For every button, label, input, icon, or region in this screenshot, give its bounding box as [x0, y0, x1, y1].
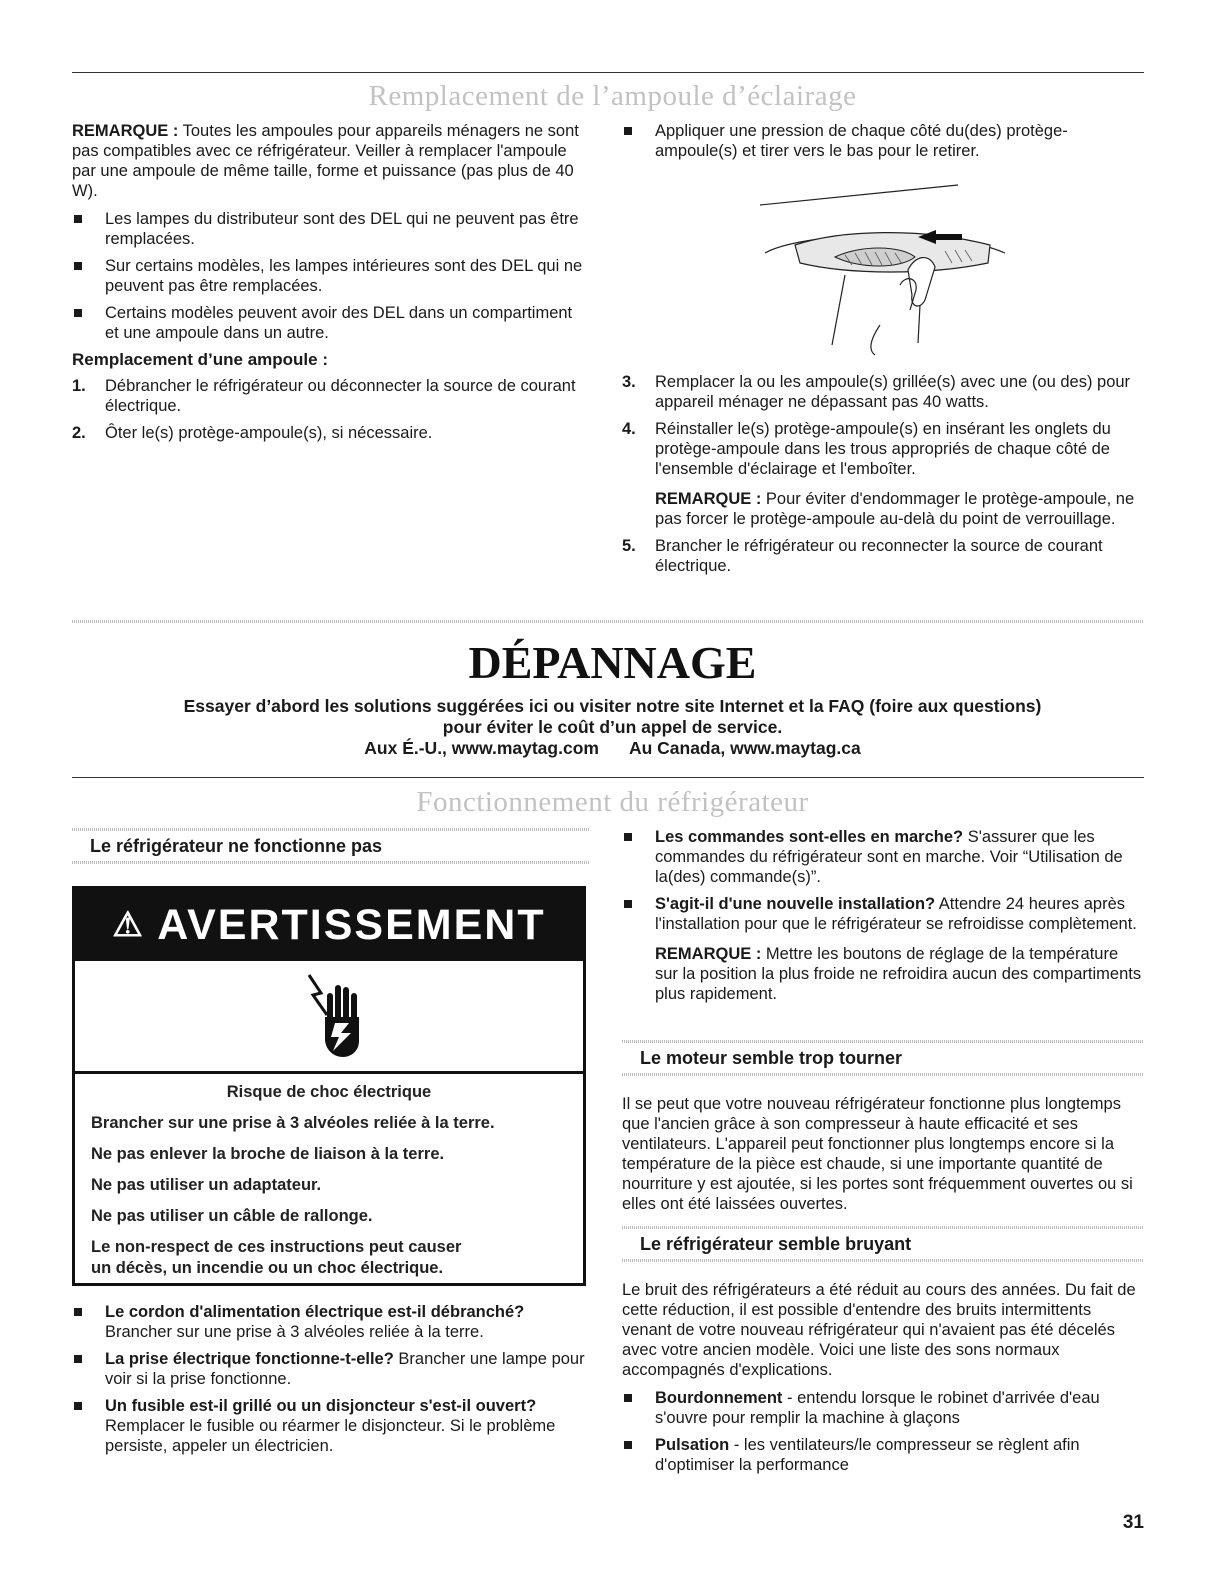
- warning-consequence-1: Le non-respect de ces instructions peut causer: [91, 1238, 462, 1256]
- subsection-title: Le réfrigérateur ne fonctionne pas: [90, 836, 383, 856]
- warning-title: AVERTISSEMENT: [157, 901, 546, 949]
- answer: Brancher sur une prise à 3 alvéoles reliée à la terre.: [105, 1323, 484, 1341]
- warning-box: [72, 886, 586, 1286]
- warning-text: [75, 1074, 583, 1279]
- step-number: 1.: [72, 377, 86, 395]
- list-item: [72, 209, 590, 249]
- section1-left-column: [72, 121, 590, 450]
- section2-rule: [72, 777, 1144, 778]
- note-label: REMARQUE :: [72, 122, 179, 140]
- warning-line: Ne pas enlever la broche de liaison à la terre.: [91, 1145, 445, 1163]
- bullet-text: Appliquer une pression de chaque côté du(des) protège-ampoule(s) et tirer vers le bas pour le retirer.: [655, 122, 1068, 160]
- step-item: [622, 372, 1144, 412]
- step-text: Ôter le(s) protège-ampoule(s), si nécessaire.: [105, 424, 433, 442]
- step-number: 4.: [622, 420, 636, 438]
- answer: Brancher une lampe pour voir si la prise fonctionne.: [105, 1350, 585, 1388]
- warning-header: [75, 889, 583, 961]
- bullet-text: Sur certains modèles, les lampes intérieures sont des DEL qui ne peuvent pas être remplacées.: [105, 257, 583, 295]
- step-item: [72, 376, 590, 416]
- answer: S'assurer que les commandes du réfrigérateur sont en marche. Voir “Utilisation de la(des) commande(s)”.: [655, 828, 1123, 886]
- bullet-text: Certains modèles peuvent avoir des DEL dans un compartiment et une ampoule dans un autre.: [105, 304, 573, 342]
- top-rule: [72, 72, 1144, 73]
- note-text: Pour éviter d'endommager le protège-ampoule, ne pas forcer le protège-ampoule au-delà du point de verrouillage.: [655, 490, 1135, 528]
- section-title-light-replacement: Remplacement de l’ampoule d’éclairage: [368, 80, 857, 112]
- question: La prise électrique fonctionne-t-elle?: [105, 1350, 394, 1368]
- question: Un fusible est-il grillé ou un disjoncteur s'est-il ouvert?: [105, 1397, 537, 1415]
- list-item: [622, 121, 1144, 161]
- step-number: 3.: [622, 373, 636, 391]
- section2-left-bullets: [72, 1302, 590, 1463]
- risk-label: Risque de choc électrique: [226, 1083, 432, 1101]
- light-shield-illustration: [740, 175, 1040, 365]
- sub-heading: Remplacement d’une ampoule :: [72, 350, 328, 369]
- subsection-header-motor: [622, 1040, 1144, 1076]
- canada-website: Au Canada, www.maytag.ca: [628, 738, 861, 758]
- us-website: Aux É.-U., www.maytag.com: [364, 738, 599, 758]
- install-note: [655, 944, 1144, 1004]
- sound-name: Pulsation: [655, 1436, 730, 1454]
- section1-right-steps: [622, 372, 1144, 583]
- page-title: DÉPANNAGE: [468, 637, 757, 688]
- step-number: 2.: [72, 424, 86, 442]
- list-item: [622, 894, 1144, 1004]
- page-number: 31: [1122, 1512, 1144, 1533]
- intro-line-1: Essayer d’abord les solutions suggérées ici ou visiter notre site Internet et la FAQ (foire aux questions): [183, 696, 1042, 716]
- sound-explanation: - entendu lorsque le robinet d'arrivée d'eau s'ouvre pour remplir la machine à glaçons: [655, 1389, 1100, 1427]
- list-item: [622, 827, 1144, 887]
- warning-line: Ne pas utiliser un adaptateur.: [91, 1176, 322, 1194]
- note-text: Mettre les boutons de réglage de la température sur la position la plus froide ne refroidira aucun des compartiments plus rapidement.: [655, 945, 1142, 1003]
- step-text: Remplacer la ou les ampoule(s) grillée(s) avec une (ou des) pour appareil ménager ne dépassant pas 40 watts.: [655, 373, 1131, 411]
- noise-paragraph: Le bruit des réfrigérateurs a été réduit au cours des années. Du fait de cette réduction, il est possible d'entendre des bruits intermittents venant de votre nouveau réfrigérateur qui n'avaient pas été décelés avec votre ancien modèle. Voici une liste des sons normaux accompagnés d'explications.: [622, 1281, 1136, 1379]
- electric-shock-hand-icon: [305, 971, 365, 1063]
- bullet-text: Les lampes du distributeur sont des DEL qui ne peuvent pas être remplacées.: [105, 210, 579, 248]
- question: Les commandes sont-elles en marche?: [655, 828, 964, 846]
- shock-hazard-area: [75, 961, 583, 1074]
- warning-consequence-2: un décès, un incendie ou un choc électrique.: [91, 1259, 444, 1277]
- step-item: [72, 423, 590, 443]
- list-item: [72, 1396, 590, 1456]
- step-text: Brancher le réfrigérateur ou reconnecter la source de courant électrique.: [655, 537, 1103, 575]
- warning-triangle-icon: ⚠: [112, 906, 145, 944]
- list-item: [72, 1302, 590, 1342]
- subsection-header-not-working: [72, 828, 590, 864]
- step-item: [622, 536, 1144, 576]
- list-item: [72, 1349, 590, 1389]
- section2-right-column: [622, 827, 1144, 1004]
- list-item: [622, 1388, 1144, 1428]
- list-item: [72, 256, 590, 296]
- note-text: Toutes les ampoules pour appareils ménagers ne sont pas compatibles avec ce réfrigérateur. Veiller à remplacer l'ampoule par une ampoule de même taille, forme et puissance (pas plus de 40 W).: [72, 122, 579, 200]
- step-text: Débrancher le réfrigérateur ou déconnecter la source de courant électrique.: [105, 377, 576, 415]
- step-number: 5.: [622, 537, 636, 555]
- troubleshooting-intro: [0, 696, 1225, 759]
- step4-note: [655, 489, 1144, 529]
- step-text: Réinstaller le(s) protège-ampoule(s) en insérant les onglets du protège-ampoule dans les trous appropriés de chaque côté de l'ensemble d'éclairage et l'emboîter.: [655, 420, 1111, 478]
- note-label: REMARQUE :: [655, 490, 762, 508]
- question: S'agit-il d'une nouvelle installation?: [655, 895, 936, 913]
- warning-line: Brancher sur une prise à 3 alvéoles reliée à la terre.: [91, 1114, 495, 1132]
- answer: Attendre 24 heures après l'installation pour que le réfrigérateur se refroidisse complètement.: [655, 895, 1137, 933]
- step-item: [622, 419, 1144, 529]
- list-item: [622, 1435, 1144, 1475]
- note-label: REMARQUE :: [655, 945, 762, 963]
- section1-right-column: [622, 121, 1144, 168]
- motor-paragraph: Il se peut que votre nouveau réfrigérateur fonctionne plus longtemps que l'ancien grâce à son compresseur à haute efficacité et ses ventilateurs. L'appareil peut fonctionner plus longtemps encore si la température de la pièce est chaude, si une importante quantité de nourriture y est ajoutée, si les portes sont fréquemment ouvertes ou si elles ont été laissées ouvertes.: [622, 1095, 1133, 1213]
- note-paragraph: [72, 121, 590, 201]
- question: Le cordon d'alimentation électrique est-il débranché?: [105, 1303, 525, 1321]
- sound-name: Bourdonnement: [655, 1389, 783, 1407]
- subsection-title: Le moteur semble trop tourner: [640, 1048, 903, 1068]
- subsection-header-noise: [622, 1226, 1144, 1262]
- sound-explanation: - les ventilateurs/le compresseur se règlent afin d'optimiser la performance: [655, 1436, 1080, 1474]
- noise-section: [622, 1280, 1144, 1482]
- answer: Remplacer le fusible ou réarmer le disjoncteur. Si le problème persiste, appeler un électricien.: [105, 1417, 556, 1455]
- section-divider: [72, 620, 1144, 623]
- section-title-operation: Fonctionnement du réfrigérateur: [416, 786, 809, 818]
- warning-line: Ne pas utiliser un câble de rallonge.: [91, 1207, 373, 1225]
- subsection-title: Le réfrigérateur semble bruyant: [640, 1234, 912, 1254]
- intro-line-2: pour éviter le coût d’un appel de service.: [442, 717, 783, 737]
- list-item: [72, 303, 590, 343]
- intro-line-3: [0, 738, 1225, 759]
